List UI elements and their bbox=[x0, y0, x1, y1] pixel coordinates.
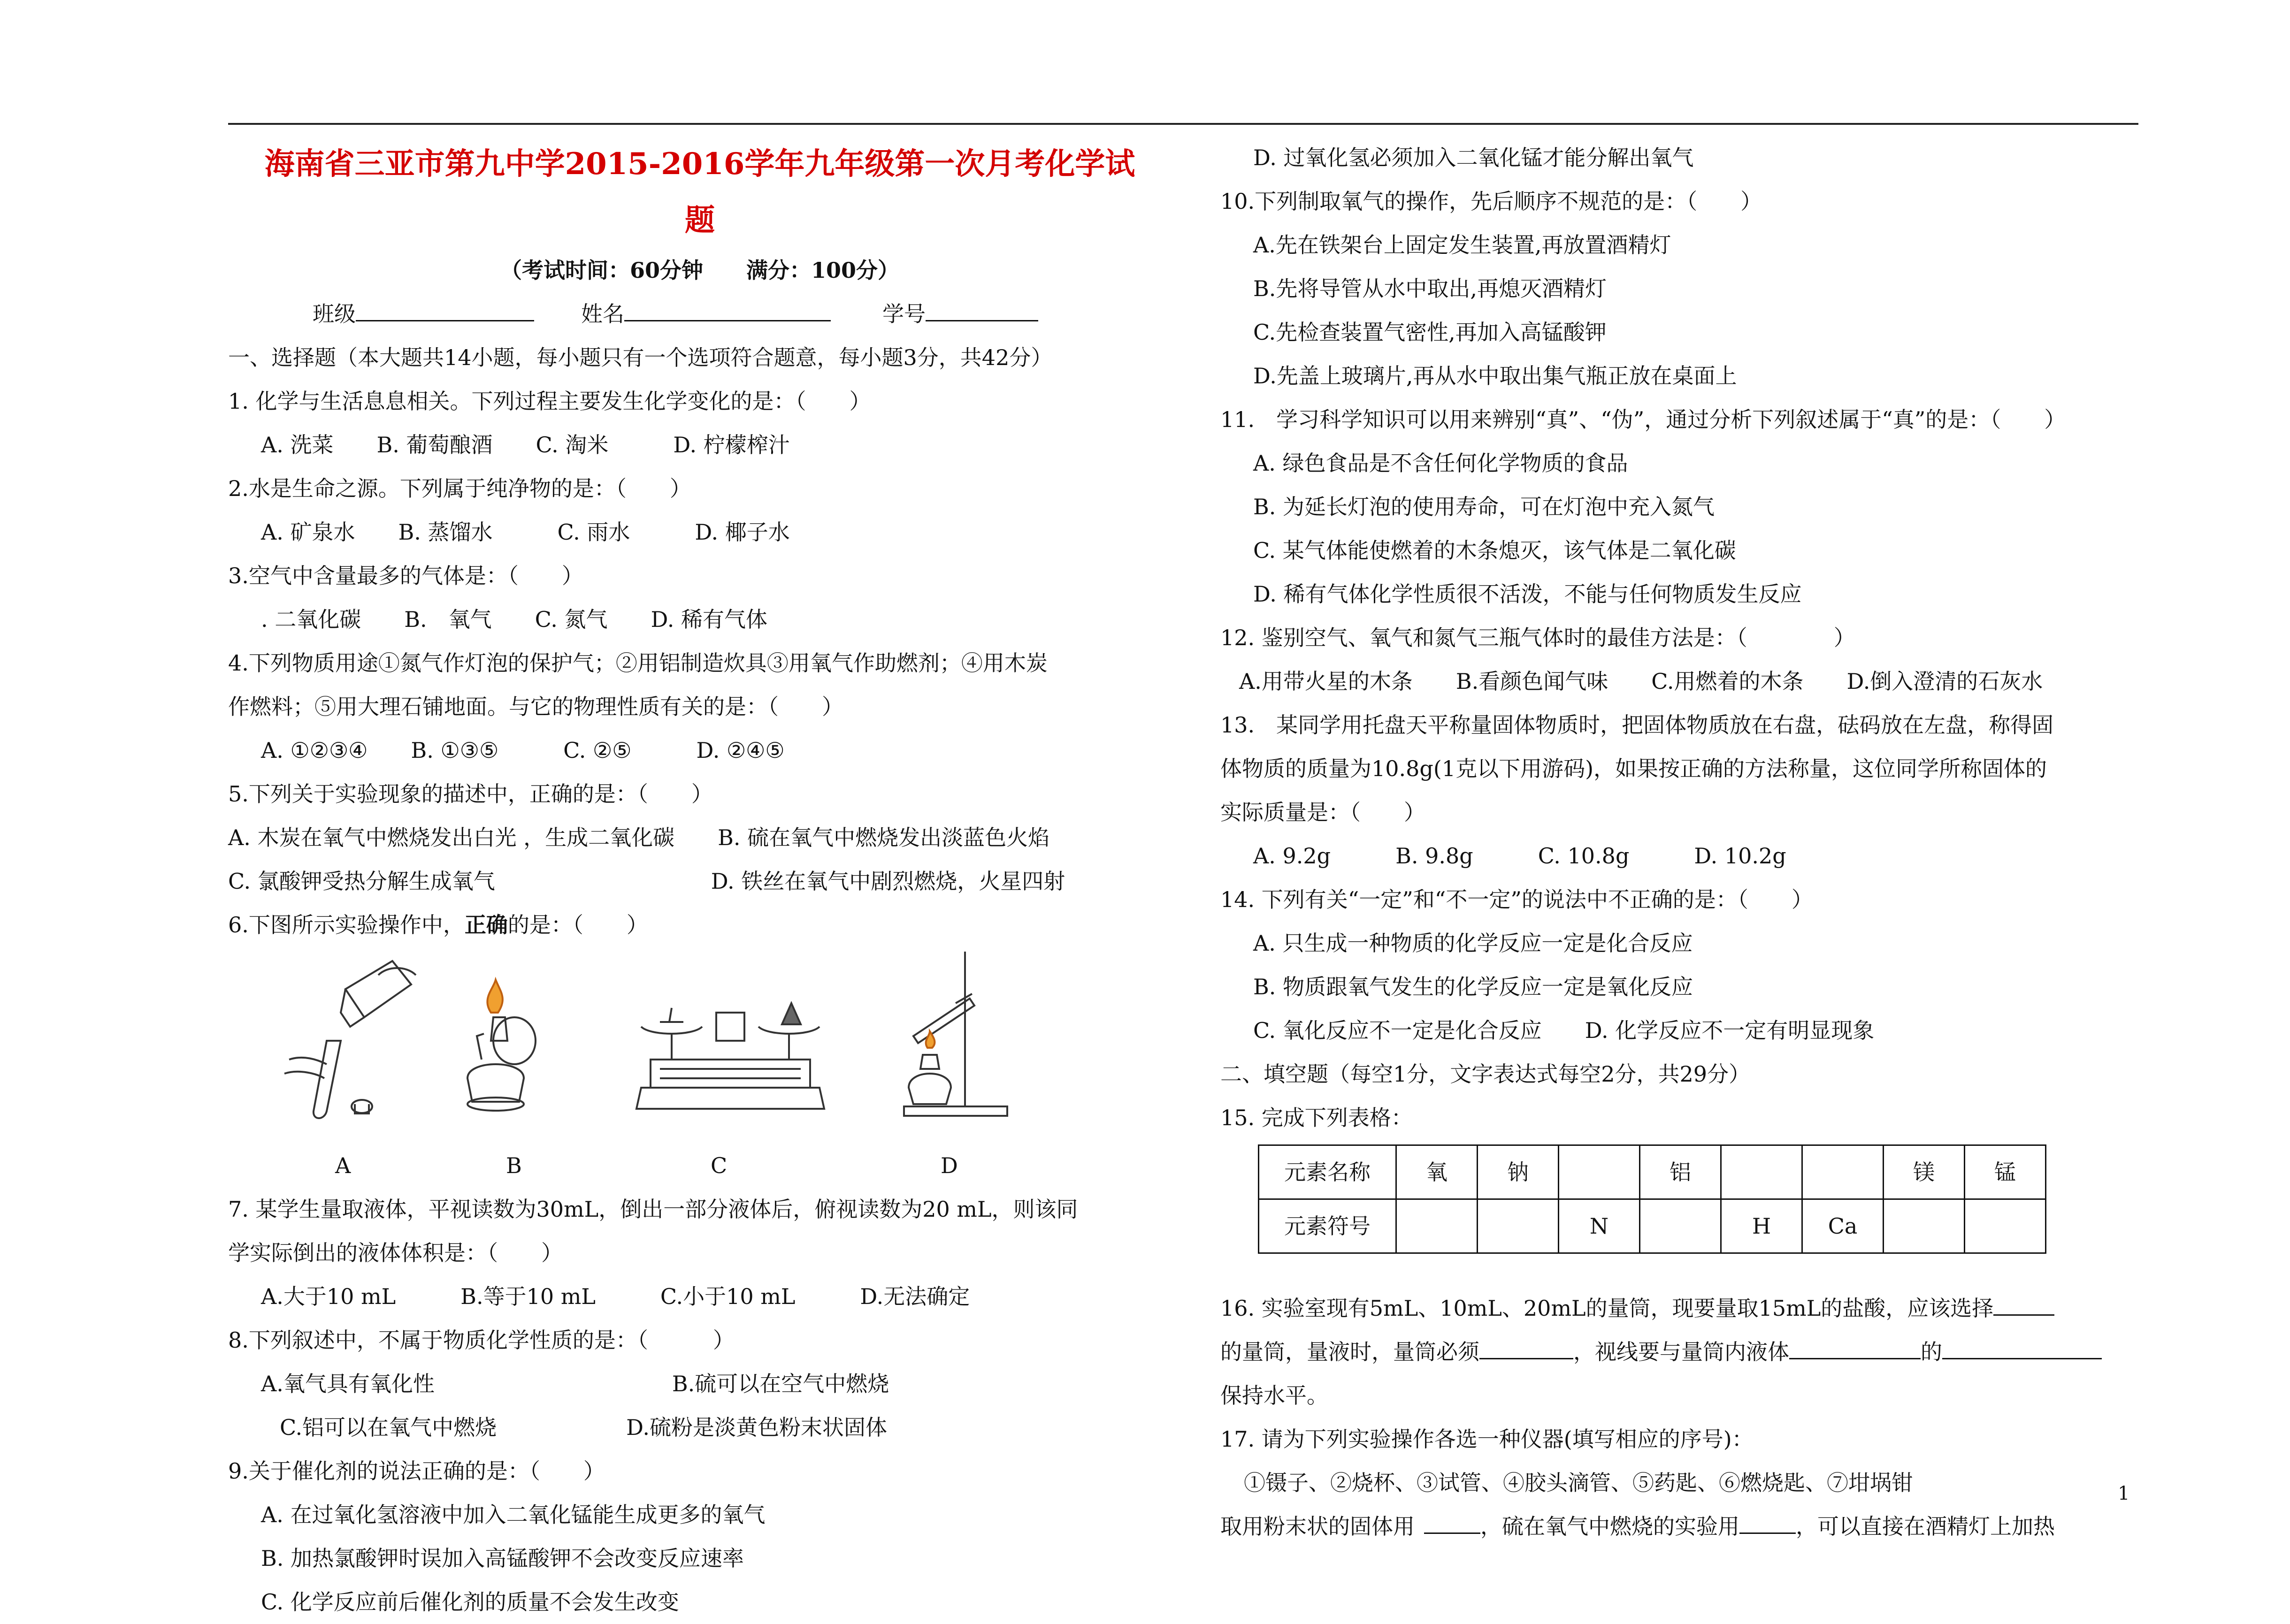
q14-option-a: A. 只生成一种物质的化学反应一定是化合反应 bbox=[1253, 930, 1693, 956]
header-rule bbox=[228, 123, 2138, 125]
q3-stem: 3.空气中含量最多的气体是：（ ） bbox=[228, 563, 583, 588]
q16-text-2c: 的 bbox=[1921, 1339, 1942, 1365]
q6-figure-labels bbox=[228, 1144, 1172, 1188]
table-row bbox=[1259, 1145, 2046, 1199]
figure-label-d: D bbox=[941, 1153, 958, 1178]
q8-stem: 8.下列叙述中，不属于物质化学性质的是：（ ） bbox=[228, 1327, 735, 1353]
q16-line3: 保持水平。 bbox=[1220, 1383, 1328, 1408]
q16-text-1: 16. 实验室现有5mL、10mL、20mL的量筒，现要量取15mL的盐酸，应该选择 bbox=[1220, 1296, 1994, 1321]
number-label: 学号 bbox=[882, 301, 926, 327]
table-cell[interactable] bbox=[1802, 1145, 1884, 1199]
q9-option-b: B. 加热氯酸钾时误加入高锰酸钾不会改变反应速率 bbox=[261, 1546, 744, 1571]
q6-stem-post: 的是：（ ） bbox=[507, 912, 648, 938]
class-blank[interactable] bbox=[356, 301, 534, 321]
q10-stem: 10.下列制取氧气的操作，先后顺序不规范的是：（ ） bbox=[1220, 189, 1762, 214]
name-label: 姓名 bbox=[581, 301, 624, 327]
table-cell: 氧 bbox=[1396, 1145, 1478, 1199]
q17-blank-1[interactable] bbox=[1424, 1514, 1480, 1534]
page-number: 1 bbox=[2118, 1483, 2130, 1504]
q13-stem-line3: 实际质量是：（ ） bbox=[1220, 800, 1425, 825]
number-blank[interactable] bbox=[926, 301, 1038, 321]
q14-option-cd: C. 氧化反应不一定是化合反应 D. 化学反应不一定有明显现象 bbox=[1253, 1018, 1875, 1043]
q9-option-a: A. 在过氧化氢溶液中加入二氧化锰能生成更多的氧气 bbox=[261, 1502, 766, 1527]
q7-options: A.大于10 mL B.等于10 mL C.小于10 mL D.无法确定 bbox=[261, 1284, 970, 1309]
q3-options: . 二氧化碳 B. 氧气 C. 氮气 D. 稀有气体 bbox=[261, 607, 767, 632]
right-column bbox=[1220, 136, 2164, 1548]
table-cell: 镁 bbox=[1884, 1145, 1965, 1199]
figure-a-pouring bbox=[270, 947, 439, 1144]
q16-text-2b: ，视线要与量筒内液体 bbox=[1573, 1339, 1789, 1365]
q8-options-line1: A.氧气具有氧化性 B.硫可以在空气中燃烧 bbox=[261, 1371, 889, 1396]
figure-label-c: C bbox=[711, 1153, 728, 1178]
q13-stem-line2: 体物质的质量为10.8g(1克以下用游码)，如果按正确的方法称量，这位同学所称固体的 bbox=[1220, 756, 2047, 781]
q1-stem: 1. 化学与生活息息相关。下列过程主要发生化学变化的是：（ ） bbox=[228, 389, 871, 414]
q16-blank-4[interactable] bbox=[1942, 1339, 2102, 1359]
q10-option-d: D.先盖上玻璃片,再从水中取出集气瓶正放在桌面上 bbox=[1253, 363, 1737, 389]
q11-option-a: A. 绿色食品是不含任何化学物质的食品 bbox=[1253, 450, 1628, 476]
q6-stem bbox=[228, 903, 1172, 947]
class-label: 班级 bbox=[313, 301, 356, 327]
q14-stem: 14. 下列有关“一定”和“不一定”的说法中不正确的是：（ ） bbox=[1220, 887, 1813, 912]
header-fields bbox=[228, 292, 1172, 336]
q10-option-b: B.先将导管从水中取出,再熄灭酒精灯 bbox=[1253, 276, 1607, 301]
table-cell: 铝 bbox=[1640, 1145, 1721, 1199]
table-cell: 锰 bbox=[1965, 1145, 2046, 1199]
q1-options: A. 洗菜 B. 葡萄酿酒 C. 淘米 D. 柠檬榨汁 bbox=[261, 432, 790, 457]
name-blank[interactable] bbox=[624, 301, 831, 321]
q6-figures bbox=[228, 947, 1172, 1144]
table-cell: N bbox=[1559, 1199, 1640, 1253]
q17-line bbox=[1220, 1505, 2164, 1548]
q5-options-line2: C. 氯酸钾受热分解生成氧气 D. 铁丝在氧气中剧烈燃烧，火星四射 bbox=[228, 869, 1065, 894]
q7-stem-line1: 7. 某学生量取液体，平视读数为30mL，倒出一部分液体后，俯视读数为20 mL，则该同 bbox=[228, 1197, 1078, 1222]
q2-stem: 2.水是生命之源。下列属于纯净物的是：（ ） bbox=[228, 476, 691, 501]
q17-items: ①镊子、②烧杯、③试管、④胶头滴管、⑤药匙、⑥燃烧匙、⑦坩埚钳 bbox=[1244, 1470, 1913, 1495]
table-cell: 元素名称 bbox=[1259, 1145, 1396, 1199]
exam-title-line2: 题 bbox=[685, 203, 715, 238]
section2-heading: 二、填空题（每空1分，文字表达式每空2分，共29分） bbox=[1220, 1061, 1751, 1087]
q17-blank-2[interactable] bbox=[1739, 1514, 1796, 1534]
element-table bbox=[1258, 1144, 2046, 1254]
figure-b-alcohol-lamp bbox=[449, 947, 543, 1144]
q16-blank-2[interactable] bbox=[1479, 1339, 1573, 1359]
q11-option-d: D. 稀有气体化学性质很不活泼，不能与任何物质发生反应 bbox=[1253, 581, 1802, 607]
q14-option-b: B. 物质跟氧气发生的化学反应一定是氧化反应 bbox=[1253, 974, 1693, 999]
figure-label-b: B bbox=[506, 1153, 522, 1178]
q6-stem-pre: 6.下图所示实验操作中， bbox=[228, 912, 465, 938]
figure-c-balance bbox=[632, 947, 829, 1144]
q16-text-2a: 的量筒，量液时，量筒必须 bbox=[1220, 1339, 1479, 1365]
table-cell: Ca bbox=[1802, 1199, 1884, 1253]
q16-line2 bbox=[1220, 1330, 2164, 1374]
q5-stem: 5.下列关于实验现象的描述中，正确的是：（ ） bbox=[228, 781, 713, 807]
q11-option-b: B. 为延长灯泡的使用寿命，可在灯泡中充入氮气 bbox=[1253, 494, 1715, 519]
exam-title-line1: 海南省三亚市第九中学2015-2016学年九年级第一次月考化学试 bbox=[264, 146, 1135, 182]
figure-d-heating bbox=[885, 947, 1026, 1144]
table-cell[interactable] bbox=[1396, 1199, 1478, 1253]
exam-info: （考试时间：60分钟 满分：100分） bbox=[500, 258, 900, 283]
table-cell: 元素符号 bbox=[1259, 1199, 1396, 1253]
table-cell[interactable] bbox=[1478, 1199, 1559, 1253]
q4-stem-line2: 作燃料；⑤用大理石铺地面。与它的物理性质有关的是：（ ） bbox=[228, 694, 843, 719]
q9-option-d: D. 过氧化氢必须加入二氧化锰才能分解出氧气 bbox=[1253, 145, 1694, 170]
q9-option-c: C. 化学反应前后催化剂的质量不会发生改变 bbox=[261, 1589, 679, 1615]
table-cell[interactable] bbox=[1640, 1199, 1721, 1253]
q16-blank-1[interactable] bbox=[1993, 1296, 2054, 1316]
q4-stem-line1: 4.下列物质用途①氮气作灯泡的保护气；②用铝制造炊具③用氧气作助燃剂；④用木炭 bbox=[228, 650, 1048, 676]
q17-text-c: ，可以直接在酒精灯上加热 bbox=[1796, 1514, 2055, 1539]
q11-stem: 11. 学习科学知识可以用来辨别“真”、“伪”，通过分析下列叙述属于“真”的是：（ ） bbox=[1220, 407, 2066, 432]
q17-text-a: 取用粉末状的固体用 bbox=[1220, 1514, 1415, 1539]
q5-options-line1: A. 木炭在氧气中燃烧发出白光 ，生成二氧化碳 B. 硫在氧气中燃烧发出淡蓝色火焰 bbox=[228, 825, 1050, 850]
table-cell[interactable] bbox=[1559, 1145, 1640, 1199]
left-column bbox=[228, 136, 1172, 1624]
q16-blank-3[interactable] bbox=[1789, 1339, 1921, 1359]
table-cell: H bbox=[1721, 1199, 1802, 1253]
table-cell: 钠 bbox=[1478, 1145, 1559, 1199]
q17-stem: 17. 请为下列实验操作各选一种仪器(填写相应的序号)： bbox=[1220, 1426, 1754, 1452]
q9-stem: 9.关于催化剂的说法正确的是：（ ） bbox=[228, 1458, 605, 1484]
figure-label-a: A bbox=[335, 1153, 351, 1178]
q7-stem-line2: 学实际倒出的液体体积是：（ ） bbox=[228, 1240, 563, 1266]
section1-heading: 一、选择题（本大题共14小题，每小题只有一个选项符合题意，每小题3分，共42分） bbox=[228, 345, 1053, 370]
q11-option-c: C. 某气体能使燃着的木条熄灭，该气体是二氧化碳 bbox=[1253, 538, 1736, 563]
q17-text-b: ，硫在氧气中燃烧的实验用 bbox=[1480, 1514, 1739, 1539]
q2-options: A. 矿泉水 B. 蒸馏水 C. 雨水 D. 椰子水 bbox=[261, 519, 790, 545]
q13-stem-line1: 13. 某同学用托盘天平称量固体物质时，把固体物质放在右盘，砝码放在左盘，称得固 bbox=[1220, 712, 2054, 738]
table-row bbox=[1259, 1199, 2046, 1253]
q10-option-a: A.先在铁架台上固定发生装置,再放置酒精灯 bbox=[1253, 232, 1671, 258]
q8-options-line2: C.铝可以在氧气中燃烧 D.硫粉是淡黄色粉末状固体 bbox=[280, 1415, 888, 1440]
table-cell[interactable] bbox=[1721, 1145, 1802, 1199]
q6-stem-bold: 正确 bbox=[464, 912, 508, 938]
table-cell[interactable] bbox=[1884, 1199, 1965, 1253]
table-cell[interactable] bbox=[1965, 1199, 2046, 1253]
q12-options: A.用带火星的木条 B.看颜色闻气味 C.用燃着的木条 D.倒入澄清的石灰水 bbox=[1239, 669, 2043, 694]
q4-options: A. ①②③④ B. ①③⑤ C. ②⑤ D. ②④⑤ bbox=[261, 738, 785, 763]
q10-option-c: C.先检查装置气密性,再加入高锰酸钾 bbox=[1253, 320, 1607, 345]
q15-stem: 15. 完成下列表格： bbox=[1220, 1105, 1413, 1130]
q16-line1 bbox=[1220, 1287, 2164, 1330]
q12-stem: 12. 鉴别空气、氧气和氮气三瓶气体时的最佳方法是：（ ） bbox=[1220, 625, 1855, 650]
q13-options: A. 9.2g B. 9.8g C. 10.8g D. 10.2g bbox=[1253, 843, 1786, 869]
